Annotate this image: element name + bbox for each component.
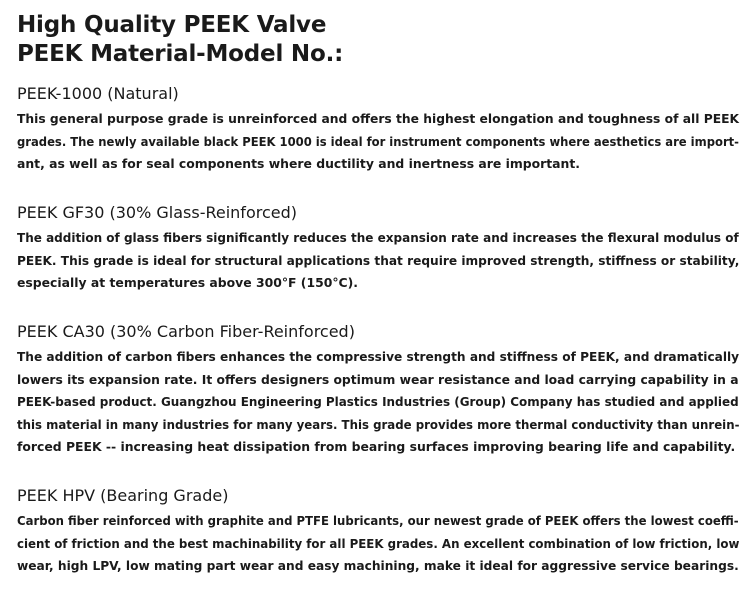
body-line: PEEK. This grade is ideal for structural applications that require improved strength, stiffness or stability, — [17, 252, 740, 268]
section-peek-hpv — [17, 485, 739, 578]
section-body — [17, 346, 739, 459]
body-line: this material in many industries for many years. This grade provides more thermal conductivity than unrein- — [17, 416, 740, 432]
body-line: PEEK-based product. Guangzhou Engineering Plastics Industries (Group) Company has studied and applied — [17, 394, 739, 409]
section-peek-1000 — [17, 83, 739, 176]
title-line-1: High Quality PEEK Valve — [17, 12, 327, 38]
section-peek-ca30 — [17, 321, 739, 459]
body-line: especially at temperatures above 300°F (150°C). — [17, 275, 358, 290]
body-line: ant, as well as for seal components where ductility and inertness are important. — [17, 156, 580, 171]
body-line: The addition of glass fibers significantly reduces the expansion rate and increases the flexural modulus of — [17, 230, 739, 245]
body-line: Carbon fiber reinforced with graphite and PTFE lubricants, our newest grade of PEEK offers the lowest coeffi- — [17, 513, 739, 528]
body-line: forced PEEK -- increasing heat dissipation from bearing surfaces improving bearing life and capability. — [17, 439, 736, 454]
document-page — [17, 11, 740, 573]
page-title — [17, 11, 739, 69]
body-line: grades. The newly available black PEEK 1000 is ideal for instrument components where aesthetics are import- — [17, 133, 739, 149]
section-heading: PEEK HPV (Bearing Grade) — [17, 486, 229, 505]
section-body — [17, 227, 739, 295]
body-line: This general purpose grade is unreinforced and offers the highest elongation and toughness of all PEEK — [17, 111, 740, 126]
body-line: cient of friction and the best machinability for all PEEK grades. An excellent combination of low friction, low — [17, 535, 740, 551]
body-line: The addition of carbon fibers enhances the compressive strength and stiffness of PEEK, and dramatically — [17, 349, 740, 364]
section-peek-gf30 — [17, 202, 739, 295]
title-line-2: PEEK Material-Model No.: — [17, 41, 344, 67]
body-line: lowers its expansion rate. It offers designers optimum wear resistance and load carrying capability in a — [17, 371, 739, 387]
section-heading: PEEK GF30 (30% Glass-Reinforced) — [17, 203, 297, 222]
section-body — [17, 510, 739, 578]
section-body — [17, 108, 739, 176]
section-heading: PEEK CA30 (30% Carbon Fiber-Reinforced) — [17, 322, 355, 341]
section-heading: PEEK-1000 (Natural) — [17, 84, 179, 103]
body-line: wear, high LPV, low mating part wear and easy machining, make it ideal for aggressive service bearings. — [17, 558, 739, 573]
